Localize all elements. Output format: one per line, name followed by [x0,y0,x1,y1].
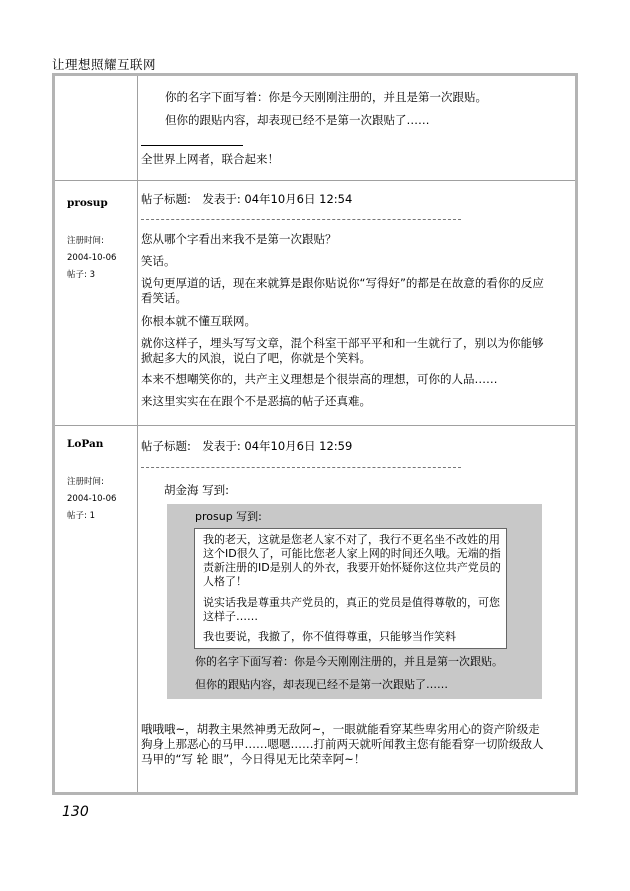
post-header: 帖子标题: 发表于: 04年10月6日 12:59 [141,439,353,453]
post-paragraph: 您从哪个字看出来我不是第一次跟贴？ [141,232,337,246]
post-continuation [55,76,575,180]
quote-author: 胡金海 写到: [164,483,230,497]
reply-paragraph: 哦哦哦~，胡教主果然神勇无敌阿~，一眼就能看穿某些卑劣用心的资产阶级走狗身上那恶心的马甲……嗯嗯……打前两天就听闻教主您有能看穿一切阶级敌人马甲的“写 轮 眼”，今日得见无比荣幸阿~！ [141,722,544,766]
quote-text-line: 但你的跟贴内容，却表现已经不是第一次跟贴了…… [195,678,448,691]
post-paragraph: 来这里实实在在跟个不是恶搞的帖子还真难。 [141,394,371,408]
post-body [138,76,575,180]
post-lopan [55,425,575,792]
author-column [55,181,138,426]
header-divider [141,219,461,220]
post-paragraph: 就你这样子，埋头写写文章，混个科室干部平平和和一生就行了，别以为你能够掀起多大的风浪，说白了吧，你就是个笑料。 [141,336,544,365]
quote-paragraph: 说实话我是尊重共产党员的，真正的党员是值得尊敬的，可您这样子…… [203,596,500,623]
quote-paragraph: 我的老天，这就是您老人家不对了，我行不更名坐不改姓的用这个ID很久了，可能比您老人家上网的时间还久哦。无端的指责新注册的ID是别人的外衣，我要开始怀疑你这位共产党员的人格了！ [203,533,501,588]
registration-label: 注册时间: [67,236,104,246]
post-paragraph: 本来不想嘲笑你的，共产主义理想是个很崇高的理想，可你的人品…… [141,372,498,386]
post-paragraph: 说句更厚道的话，现在来就算是跟你贴说你“写得好”的都是在故意的看你的反应看笑话。 [141,276,544,305]
author-column [55,76,138,180]
author-column [55,426,138,792]
header-divider [141,467,461,468]
registration-date: 2004-10-06 [67,494,117,504]
running-head-title: 让理想照耀互联网 [52,57,157,72]
post-header: 帖子标题: 发表于: 04年10月6日 12:54 [141,192,353,206]
signature-divider [141,145,243,146]
post-paragraph: 你根本就不懂互联网。 [141,314,256,328]
post-body [138,426,575,792]
post-text-line: 你的名字下面写着：你是今天刚刚注册的，并且是第一次跟贴。 [165,90,487,104]
quote-block [167,504,542,699]
post-text-line: 但你的跟贴内容，却表现已经不是第一次跟贴了…… [165,113,430,127]
username[interactable]: LoPan [67,438,104,450]
registration-label: 注册时间: [67,477,104,487]
signature: 全世界上网者，联合起来！ [141,152,279,166]
post-paragraph: 笑话。 [141,254,176,268]
post-prosup [55,180,575,426]
post-body [138,181,575,426]
page-number: 130 [62,804,89,820]
nested-quote-author: prosup 写到: [195,510,262,523]
username[interactable]: prosup [67,197,108,209]
registration-date: 2004-10-06 [67,253,117,263]
forum-thread-frame [52,73,578,795]
post-count: 帖子: 3 [67,270,95,280]
quote-paragraph: 我也要说，我撤了，你不值得尊重，只能够当作笑料 [203,630,456,643]
post-count: 帖子: 1 [67,511,95,521]
quote-text-line: 你的名字下面写着：你是今天刚刚注册的，并且是第一次跟贴。 [195,655,503,668]
nested-quote-block [194,528,507,649]
